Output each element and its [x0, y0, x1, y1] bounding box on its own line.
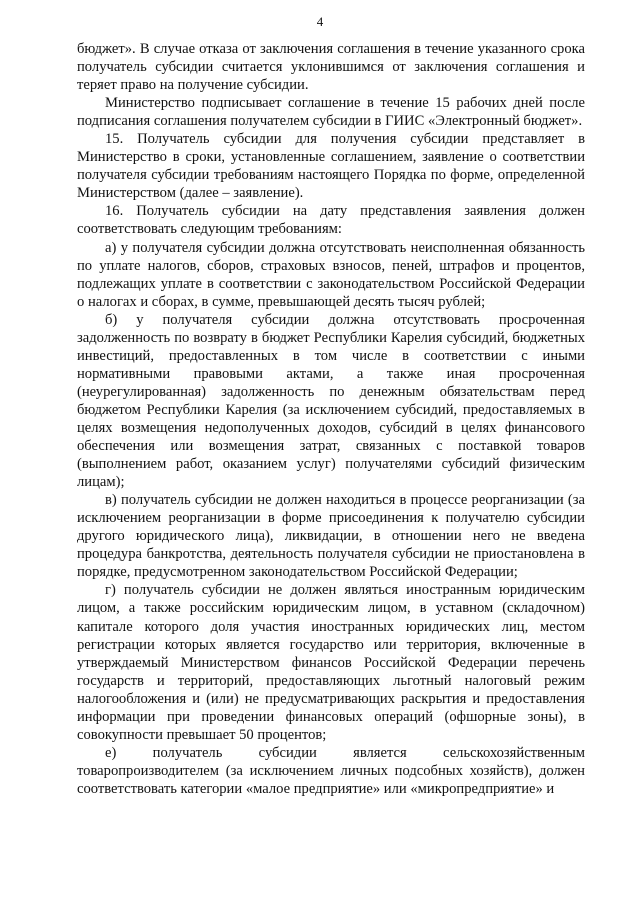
page-number: 4: [316, 14, 324, 29]
paragraph-16e-agricultural-producer: е) получатель субсидии является сельскохозяйственным товаропроизводителем (за исключением личных подсобных хозяйств), должен соответствовать категории «малое предприятие» или «микропредприятие» и: [77, 744, 585, 797]
paragraph-15-application: 15. Получатель субсидии для получения субсидии представляет в Министерство в сроки, установленные соглашением, заявление о соответствии получателя субсидии требованиям настоящего Порядка по форме, определенной Министерством (далее – заявление).: [77, 131, 585, 202]
document-body: [77, 40, 585, 798]
paragraph-16g-foreign-entity: г) получатель субсидии не должен являться иностранным юридическим лицом, а также российским юридическим лицом, в уставном (складочном) капитале которого доля участия иностранных юридических лиц, местом регистрации которых является государство или территория, включенные в утверждаемый Министерством финансов Российской Федерации перечень государств и территорий, предоставляющих льготный налоговый режим налогообложения и (или) не предусматривающих раскрытия и предоставления информации при проведении финансовых операций (офшорные зоны), в совокупности превышает 50 процентов;: [77, 582, 585, 743]
paragraph-ministry-signs: Министерство подписывает соглашение в течение 15 рабочих дней после подписания соглашения получателем субсидии в ГИИС «Электронный бюджет».: [77, 95, 585, 130]
paragraph-16v-reorganization: в) получатель субсидии не должен находиться в процессе реорганизации (за исключением реорганизации в форме присоединения к получателю субсидии другого юридического лица), ликвидации, в отношении него не введена процедура банкротства, деятельность получателя субсидии не приостановлена в порядке, предусмотренном законодательством Российской Федерации;: [77, 492, 585, 581]
paragraph-contract-refusal: бюджет». В случае отказа от заключения соглашения в течение указанного срока получатель субсидии считается уклонившимся от заключения соглашения и теряет право на получение субсидии.: [77, 41, 585, 94]
paragraph-16b-overdue-debt: б) у получателя субсидии должна отсутствовать просроченная задолженность по возврату в бюджет Республики Карелия субсидий, бюджетных инвестиций, предоставленных в том числе в соответствии с иными нормативными правовыми актами, а также иная просроченная (неурегулированная) задолженность по денежным обязательствам перед бюджетом Республики Карелия (за исключением субсидий, предоставляемых в целях возмещения недополученных доходов, субсидий в целях финансового обеспечения или возмещения затрат, связанных с поставкой товаров (выполнением работ, оказанием услуг) получателями субсидий физическим лицам);: [77, 311, 585, 491]
paragraph-16a-tax-debt: а) у получателя субсидии должна отсутствовать неисполненная обязанность по уплате налогов, сборов, страховых взносов, пеней, штрафов и процентов, подлежащих уплате в соответствии с законодательством Российской Федерации о налогах и сборах, в сумме, превышающей десять тысяч рублей;: [77, 239, 585, 310]
paragraph-16-requirements: 16. Получатель субсидии на дату представления заявления должен соответствовать следующим требованиям:: [77, 203, 585, 238]
